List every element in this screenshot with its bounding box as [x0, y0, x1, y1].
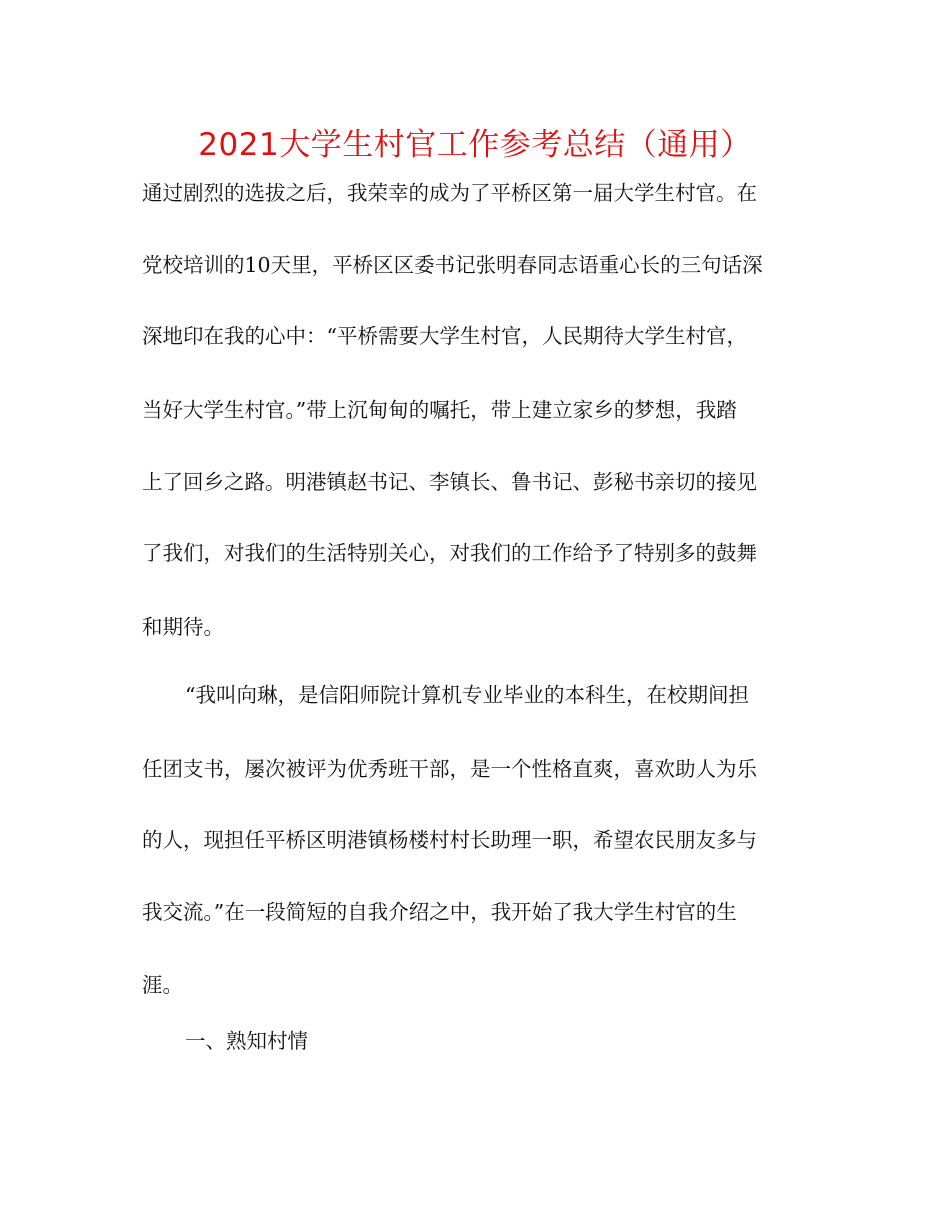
paragraph-line: 党校培训的10天里，平桥区区委书记张明春同志语重心长的三句话深 [142, 253, 763, 277]
paragraph-line: 上了回乡之路。明港镇赵书记、李镇长、鲁书记、彭秘书亲切的接见 [142, 470, 757, 494]
paragraph-line: 深地印在我的心中：“平桥需要大学生村官，人民期待大学生村官， [142, 324, 747, 348]
paragraph-line: 和期待。 [142, 615, 224, 639]
paragraph-line: 涯。 [142, 973, 183, 997]
paragraph-line: 任团支书，屡次被评为优秀班干部，是一个性格直爽，喜欢助人为乐 [142, 757, 757, 781]
document-title: 2021大学生村官工作参考总结（通用） [198, 127, 752, 163]
section-heading: 一、熟知村情 [185, 1029, 308, 1053]
paragraph-line: “我叫向琳，是信阳师院计算机专业毕业的本科生，在校期间担 [185, 683, 749, 707]
paragraph-line: 通过剧烈的选拔之后，我荣幸的成为了平桥区第一届大学生村官。在 [142, 181, 757, 205]
paragraph-line: 当好大学生村官。”带上沉甸甸的嘱托，带上建立家乡的梦想，我踏 [142, 398, 737, 422]
paragraph-line: 我交流。”在一段简短的自我介绍之中，我开始了我大学生村官的生 [142, 900, 737, 924]
paragraph-line: 了我们，对我们的生活特别关心，对我们的工作给予了特别多的鼓舞 [142, 541, 757, 565]
paragraph-line: 的人，现担任平桥区明港镇杨楼村村长助理一职，希望农民朋友多与 [142, 828, 757, 852]
